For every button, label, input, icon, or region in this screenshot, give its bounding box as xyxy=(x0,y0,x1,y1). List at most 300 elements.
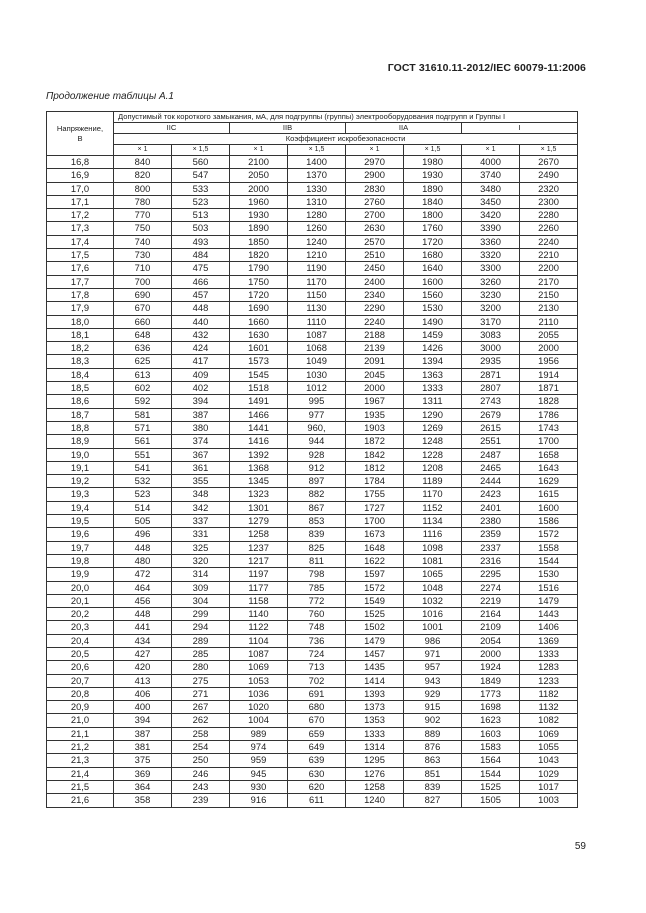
current-cell: 3260 xyxy=(462,275,520,288)
current-cell: 1065 xyxy=(404,568,462,581)
current-cell: 424 xyxy=(172,342,230,355)
voltage-cell: 17,1 xyxy=(47,195,114,208)
table-row xyxy=(47,275,578,288)
voltage-cell: 21,6 xyxy=(47,794,114,807)
voltage-cell: 19,3 xyxy=(47,488,114,501)
current-cell: 2510 xyxy=(346,249,404,262)
current-cell: 1333 xyxy=(346,727,404,740)
current-cell: 863 xyxy=(404,754,462,767)
current-cell: 625 xyxy=(114,355,172,368)
current-cell: 1279 xyxy=(230,515,288,528)
table-row xyxy=(47,687,578,700)
current-cell: 2401 xyxy=(462,501,520,514)
current-cell: 1786 xyxy=(520,408,578,421)
table-caption: Продолжение таблицы А.1 xyxy=(46,91,174,102)
current-cell: 897 xyxy=(288,475,346,488)
current-cell: 1055 xyxy=(520,741,578,754)
current-cell: 1269 xyxy=(404,421,462,434)
current-cell: 1368 xyxy=(230,461,288,474)
table-row xyxy=(47,355,578,368)
current-cell: 493 xyxy=(172,235,230,248)
current-cell: 258 xyxy=(172,727,230,740)
voltage-cell: 19,0 xyxy=(47,448,114,461)
current-cell: 1690 xyxy=(230,302,288,315)
current-cell: 2054 xyxy=(462,634,520,647)
voltage-cell: 20,0 xyxy=(47,581,114,594)
current-cell: 289 xyxy=(172,634,230,647)
current-cell: 1755 xyxy=(346,488,404,501)
current-cell: 915 xyxy=(404,701,462,714)
current-cell: 2320 xyxy=(520,182,578,195)
table-row xyxy=(47,475,578,488)
current-cell: 367 xyxy=(172,448,230,461)
current-cell: 1400 xyxy=(288,156,346,169)
current-cell: 960, xyxy=(288,421,346,434)
current-cell: 1258 xyxy=(230,528,288,541)
current-cell: 1560 xyxy=(404,288,462,301)
current-cell: 636 xyxy=(114,342,172,355)
current-cell: 267 xyxy=(172,701,230,714)
table-row xyxy=(47,541,578,554)
current-cell: 3390 xyxy=(462,222,520,235)
current-cell: 250 xyxy=(172,754,230,767)
current-cell: 902 xyxy=(404,714,462,727)
table-row xyxy=(47,767,578,780)
current-cell: 1392 xyxy=(230,448,288,461)
table-row xyxy=(47,328,578,341)
current-cell: 1849 xyxy=(462,674,520,687)
current-cell: 523 xyxy=(114,488,172,501)
current-cell: 1720 xyxy=(404,235,462,248)
current-cell: 1530 xyxy=(520,568,578,581)
current-cell: 1505 xyxy=(462,794,520,807)
current-cell: 464 xyxy=(114,581,172,594)
current-cell: 1036 xyxy=(230,687,288,700)
current-cell: 1020 xyxy=(230,701,288,714)
current-cell: 1426 xyxy=(404,342,462,355)
current-cell: 1457 xyxy=(346,647,404,660)
current-cell: 1217 xyxy=(230,554,288,567)
table-row xyxy=(47,421,578,434)
current-cell: 1630 xyxy=(230,328,288,341)
current-cell: 1760 xyxy=(404,222,462,235)
voltage-header xyxy=(47,112,114,156)
current-cell: 2970 xyxy=(346,156,404,169)
current-cell: 2240 xyxy=(520,235,578,248)
current-cell: 1525 xyxy=(346,608,404,621)
current-cell: 1890 xyxy=(404,182,462,195)
current-cell: 620 xyxy=(288,780,346,793)
current-cell: 239 xyxy=(172,794,230,807)
table-row xyxy=(47,754,578,767)
current-cell: 4000 xyxy=(462,156,520,169)
current-cell: 1228 xyxy=(404,448,462,461)
current-cell: 581 xyxy=(114,408,172,421)
current-cell: 2300 xyxy=(520,195,578,208)
current-cell: 381 xyxy=(114,741,172,754)
current-cell: 514 xyxy=(114,501,172,514)
current-cell: 1502 xyxy=(346,621,404,634)
current-header: Допустимый ток короткого замыкания, мА, для подгруппы (группы) электрооборудования подгрупп и Группы I xyxy=(114,112,578,123)
current-cell: 314 xyxy=(172,568,230,581)
current-cell: 1414 xyxy=(346,674,404,687)
table-row xyxy=(47,182,578,195)
current-cell: 2450 xyxy=(346,262,404,275)
current-cell: 2240 xyxy=(346,315,404,328)
current-cell: 1583 xyxy=(462,741,520,754)
current-cell: 912 xyxy=(288,461,346,474)
current-cell: 1030 xyxy=(288,368,346,381)
current-cell: 1680 xyxy=(404,249,462,262)
current-cell: 736 xyxy=(288,634,346,647)
current-cell: 710 xyxy=(114,262,172,275)
table-row xyxy=(47,621,578,634)
multiplier-header: × 1,5 xyxy=(288,145,346,156)
current-cell: 882 xyxy=(288,488,346,501)
current-cell: 2274 xyxy=(462,581,520,594)
current-cell: 1600 xyxy=(520,501,578,514)
current-cell: 456 xyxy=(114,594,172,607)
group-iib-header: IIB xyxy=(230,123,346,134)
current-cell: 1152 xyxy=(404,501,462,514)
table-row xyxy=(47,674,578,687)
current-cell: 1658 xyxy=(520,448,578,461)
current-cell: 2423 xyxy=(462,488,520,501)
current-cell: 472 xyxy=(114,568,172,581)
current-cell: 448 xyxy=(114,541,172,554)
current-cell: 2670 xyxy=(520,156,578,169)
voltage-cell: 21,4 xyxy=(47,767,114,780)
current-cell: 748 xyxy=(288,621,346,634)
current-cell: 1573 xyxy=(230,355,288,368)
current-cell: 1871 xyxy=(520,382,578,395)
current-cell: 1673 xyxy=(346,528,404,541)
current-cell: 394 xyxy=(172,395,230,408)
current-cell: 1122 xyxy=(230,621,288,634)
current-cell: 2295 xyxy=(462,568,520,581)
current-cell: 1441 xyxy=(230,421,288,434)
current-cell: 2615 xyxy=(462,421,520,434)
current-cell: 432 xyxy=(172,328,230,341)
current-cell: 342 xyxy=(172,501,230,514)
current-cell: 1017 xyxy=(520,780,578,793)
current-cell: 1643 xyxy=(520,461,578,474)
voltage-cell: 18,9 xyxy=(47,435,114,448)
table-row xyxy=(47,581,578,594)
multiplier-header: × 1 xyxy=(346,145,404,156)
current-cell: 1290 xyxy=(404,408,462,421)
current-cell: 1182 xyxy=(520,687,578,700)
voltage-cell: 19,5 xyxy=(47,515,114,528)
current-cell: 839 xyxy=(404,780,462,793)
current-cell: 700 xyxy=(114,275,172,288)
table-row xyxy=(47,302,578,315)
current-cell: 2130 xyxy=(520,302,578,315)
current-cell: 1333 xyxy=(404,382,462,395)
voltage-cell: 17,4 xyxy=(47,235,114,248)
current-cell: 1660 xyxy=(230,315,288,328)
current-cell: 309 xyxy=(172,581,230,594)
current-cell: 2487 xyxy=(462,448,520,461)
current-cell: 320 xyxy=(172,554,230,567)
table-row xyxy=(47,156,578,169)
current-cell: 1177 xyxy=(230,581,288,594)
voltage-cell: 18,8 xyxy=(47,421,114,434)
table-row xyxy=(47,222,578,235)
current-cell: 2444 xyxy=(462,475,520,488)
current-cell: 1700 xyxy=(346,515,404,528)
voltage-cell: 19,7 xyxy=(47,541,114,554)
current-cell: 1394 xyxy=(404,355,462,368)
voltage-header-line1: Напряжение, xyxy=(56,123,104,133)
current-cell: 2000 xyxy=(230,182,288,195)
current-cell: 1828 xyxy=(520,395,578,408)
current-cell: 1525 xyxy=(462,780,520,793)
table-row xyxy=(47,342,578,355)
table-row xyxy=(47,661,578,674)
voltage-cell: 19,9 xyxy=(47,568,114,581)
current-cell: 592 xyxy=(114,395,172,408)
voltage-cell: 18,1 xyxy=(47,328,114,341)
current-cell: 1029 xyxy=(520,767,578,780)
voltage-cell: 20,4 xyxy=(47,634,114,647)
current-cell: 1048 xyxy=(404,581,462,594)
current-cell: 1466 xyxy=(230,408,288,421)
current-cell: 1842 xyxy=(346,448,404,461)
voltage-cell: 19,1 xyxy=(47,461,114,474)
current-cell: 1930 xyxy=(230,209,288,222)
current-cell: 1812 xyxy=(346,461,404,474)
voltage-cell: 17,6 xyxy=(47,262,114,275)
table-row xyxy=(47,568,578,581)
table-row xyxy=(47,594,578,607)
voltage-cell: 16,9 xyxy=(47,169,114,182)
coefficient-header: Коэффициент искробезопасности xyxy=(114,134,578,145)
current-cell: 1130 xyxy=(288,302,346,315)
voltage-cell: 17,7 xyxy=(47,275,114,288)
voltage-cell: 18,0 xyxy=(47,315,114,328)
current-cell: 1311 xyxy=(404,395,462,408)
current-cell: 369 xyxy=(114,767,172,780)
voltage-cell: 20,8 xyxy=(47,687,114,700)
current-cell: 1280 xyxy=(288,209,346,222)
current-cell: 2260 xyxy=(520,222,578,235)
current-cell: 1443 xyxy=(520,608,578,621)
current-cell: 2337 xyxy=(462,541,520,554)
current-cell: 1924 xyxy=(462,661,520,674)
current-cell: 1032 xyxy=(404,594,462,607)
current-cell: 1784 xyxy=(346,475,404,488)
current-cell: 660 xyxy=(114,315,172,328)
current-cell: 3420 xyxy=(462,209,520,222)
voltage-cell: 19,8 xyxy=(47,554,114,567)
current-cell: 2871 xyxy=(462,368,520,381)
current-cell: 1558 xyxy=(520,541,578,554)
current-cell: 375 xyxy=(114,754,172,767)
current-cell: 561 xyxy=(114,435,172,448)
current-cell: 1603 xyxy=(462,727,520,740)
current-cell: 533 xyxy=(172,182,230,195)
voltage-cell: 17,0 xyxy=(47,182,114,195)
current-cell: 1104 xyxy=(230,634,288,647)
voltage-cell: 18,5 xyxy=(47,382,114,395)
current-cell: 2380 xyxy=(462,515,520,528)
current-cell: 355 xyxy=(172,475,230,488)
current-cell: 254 xyxy=(172,741,230,754)
voltage-cell: 20,1 xyxy=(47,594,114,607)
current-cell: 1600 xyxy=(404,275,462,288)
voltage-cell: 21,0 xyxy=(47,714,114,727)
voltage-cell: 21,3 xyxy=(47,754,114,767)
current-cell: 1276 xyxy=(346,767,404,780)
current-cell: 2150 xyxy=(520,288,578,301)
current-cell: 1698 xyxy=(462,701,520,714)
current-cell: 2830 xyxy=(346,182,404,195)
current-cell: 427 xyxy=(114,647,172,660)
current-cell: 551 xyxy=(114,448,172,461)
current-cell: 1544 xyxy=(520,554,578,567)
current-cell: 1069 xyxy=(520,727,578,740)
current-cell: 1914 xyxy=(520,368,578,381)
current-cell: 1330 xyxy=(288,182,346,195)
current-cell: 2290 xyxy=(346,302,404,315)
current-cell: 417 xyxy=(172,355,230,368)
voltage-cell: 18,2 xyxy=(47,342,114,355)
current-cell: 448 xyxy=(114,608,172,621)
current-cell: 1345 xyxy=(230,475,288,488)
current-cell: 1623 xyxy=(462,714,520,727)
current-limits-table xyxy=(46,111,578,808)
current-cell: 1333 xyxy=(520,647,578,660)
table-row xyxy=(47,262,578,275)
current-cell: 690 xyxy=(114,288,172,301)
voltage-cell: 20,6 xyxy=(47,661,114,674)
current-cell: 337 xyxy=(172,515,230,528)
current-cell: 1170 xyxy=(404,488,462,501)
current-cell: 1530 xyxy=(404,302,462,315)
current-cell: 1597 xyxy=(346,568,404,581)
current-cell: 475 xyxy=(172,262,230,275)
current-cell: 402 xyxy=(172,382,230,395)
current-cell: 713 xyxy=(288,661,346,674)
current-cell: 3000 xyxy=(462,342,520,355)
multiplier-header: × 1,5 xyxy=(404,145,462,156)
table-row xyxy=(47,727,578,740)
table-row xyxy=(47,235,578,248)
voltage-cell: 21,5 xyxy=(47,780,114,793)
table-row xyxy=(47,741,578,754)
current-cell: 304 xyxy=(172,594,230,607)
current-cell: 2570 xyxy=(346,235,404,248)
current-cell: 1960 xyxy=(230,195,288,208)
current-cell: 724 xyxy=(288,647,346,660)
current-cell: 1800 xyxy=(404,209,462,222)
current-cell: 547 xyxy=(172,169,230,182)
current-cell: 1872 xyxy=(346,435,404,448)
current-cell: 1068 xyxy=(288,342,346,355)
current-cell: 1622 xyxy=(346,554,404,567)
table-body xyxy=(47,156,578,808)
table-row xyxy=(47,209,578,222)
current-cell: 1750 xyxy=(230,275,288,288)
current-cell: 770 xyxy=(114,209,172,222)
current-cell: 649 xyxy=(288,741,346,754)
current-cell: 1258 xyxy=(346,780,404,793)
current-cell: 1004 xyxy=(230,714,288,727)
current-cell: 1490 xyxy=(404,315,462,328)
current-cell: 1310 xyxy=(288,195,346,208)
current-cell: 995 xyxy=(288,395,346,408)
voltage-cell: 18,3 xyxy=(47,355,114,368)
table-row xyxy=(47,195,578,208)
current-cell: 670 xyxy=(288,714,346,727)
current-cell: 1370 xyxy=(288,169,346,182)
current-cell: 2109 xyxy=(462,621,520,634)
current-cell: 670 xyxy=(114,302,172,315)
current-cell: 2743 xyxy=(462,395,520,408)
current-cell: 1890 xyxy=(230,222,288,235)
current-cell: 1648 xyxy=(346,541,404,554)
current-cell: 1956 xyxy=(520,355,578,368)
current-cell: 1840 xyxy=(404,195,462,208)
current-cell: 1930 xyxy=(404,169,462,182)
current-cell: 1158 xyxy=(230,594,288,607)
current-cell: 989 xyxy=(230,727,288,740)
current-cell: 380 xyxy=(172,421,230,434)
current-cell: 1850 xyxy=(230,235,288,248)
current-cell: 243 xyxy=(172,780,230,793)
current-cell: 1615 xyxy=(520,488,578,501)
current-cell: 1295 xyxy=(346,754,404,767)
voltage-cell: 18,4 xyxy=(47,368,114,381)
current-cell: 406 xyxy=(114,687,172,700)
current-cell: 986 xyxy=(404,634,462,647)
current-cell: 1935 xyxy=(346,408,404,421)
current-cell: 2000 xyxy=(346,382,404,395)
voltage-header-line2: В xyxy=(77,133,83,143)
current-cell: 2760 xyxy=(346,195,404,208)
voltage-cell: 17,2 xyxy=(47,209,114,222)
current-cell: 1069 xyxy=(230,661,288,674)
current-cell: 560 xyxy=(172,156,230,169)
current-cell: 1260 xyxy=(288,222,346,235)
current-cell: 2164 xyxy=(462,608,520,621)
current-cell: 760 xyxy=(288,608,346,621)
current-cell: 800 xyxy=(114,182,172,195)
current-cell: 1150 xyxy=(288,288,346,301)
current-cell: 262 xyxy=(172,714,230,727)
current-cell: 246 xyxy=(172,767,230,780)
current-cell: 1012 xyxy=(288,382,346,395)
multiplier-header: × 1 xyxy=(230,145,288,156)
current-cell: 611 xyxy=(288,794,346,807)
current-cell: 1516 xyxy=(520,581,578,594)
current-cell: 1416 xyxy=(230,435,288,448)
current-cell: 1098 xyxy=(404,541,462,554)
current-cell: 1369 xyxy=(520,634,578,647)
current-cell: 434 xyxy=(114,634,172,647)
current-cell: 409 xyxy=(172,368,230,381)
current-cell: 387 xyxy=(114,727,172,740)
table-row xyxy=(47,515,578,528)
current-cell: 1459 xyxy=(404,328,462,341)
table-row xyxy=(47,382,578,395)
current-cell: 457 xyxy=(172,288,230,301)
current-cell: 400 xyxy=(114,701,172,714)
current-cell: 957 xyxy=(404,661,462,674)
current-cell: 820 xyxy=(114,169,172,182)
current-cell: 928 xyxy=(288,448,346,461)
